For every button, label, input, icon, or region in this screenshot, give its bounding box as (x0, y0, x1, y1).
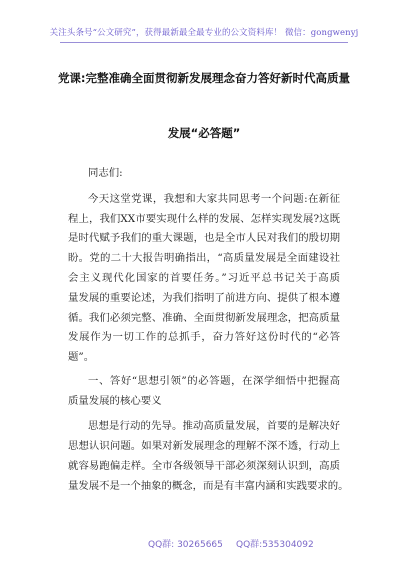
footer-qq-label: QQ群: (236, 540, 263, 550)
document-title-line-2: 发展“必答题” (167, 126, 241, 140)
footer (0, 537, 408, 551)
paragraph-1-line: 会主义现代化国家的首要任务。”习近平总书记关于高质 (68, 272, 340, 284)
paragraph-1-line: 今天这堂党课，我想和大家共同思考一个问题:在新征 (88, 193, 340, 205)
salutation: 同志们: (88, 167, 123, 179)
paragraph-1-line: 循。我们必须完整、准确、全面贯彻新发展理念，把高质量 (68, 312, 340, 324)
footer-qq-number-2: 535304092 (262, 540, 314, 550)
paragraph-1-line: 题”。 (68, 351, 95, 363)
footer-qq-group-1 (148, 537, 223, 550)
document-title-line-1: 党课:完整准确全面贯彻新发展理念奋力答好新时代高质量 (57, 71, 351, 85)
paragraph-1-line: 发展作为一切工作的总抓手，奋力答好这份时代的“必答 (68, 331, 340, 343)
section-1-heading-line: 质量发展的核心要义 (68, 395, 162, 407)
paragraph-1-line: 量发展的重要论述，为我们指明了前进方向、提供了根本遵 (68, 292, 340, 304)
paragraph-2-line: 思想认识问题。如果对新发展理念的理解不深不透，行动上 (68, 440, 340, 452)
header-divider (60, 42, 348, 43)
footer-qq-group-2 (236, 537, 314, 550)
paragraph-1-line: 盼。党的二十大报告明确指出，“高质量发展是全面建设社 (68, 252, 340, 264)
paragraph-2-line: 量发展不是一个抽象的概念，而是有丰富内涵和实践要求的。 (68, 480, 349, 492)
paragraph-1-line: 程上，我们XX市要实现什么样的发展、怎样实现发展?这既 (68, 213, 340, 225)
paragraph-2-line: 就容易跑偏走样。全市各级领导干部必须深刻认识到，高质 (68, 460, 340, 472)
section-1-heading-line: 一、答好“思想引领”的必答题，在深学细悟中把握高 (88, 375, 340, 387)
footer-qq-label: QQ群: (148, 540, 175, 550)
header-banner: 关注头条号“公文研究”，获得最新最全最专业的公文资料库！ 微信：gongwenyj (49, 28, 359, 38)
paragraph-1-line: 是时代赋予我们的重大课题，也是全市人民对我们的殷切期 (68, 232, 340, 244)
footer-qq-number-1: 30265665 (177, 540, 223, 550)
paragraph-2-line: 思想是行动的先导。推动高质量发展，首要的是解决好 (88, 420, 340, 432)
